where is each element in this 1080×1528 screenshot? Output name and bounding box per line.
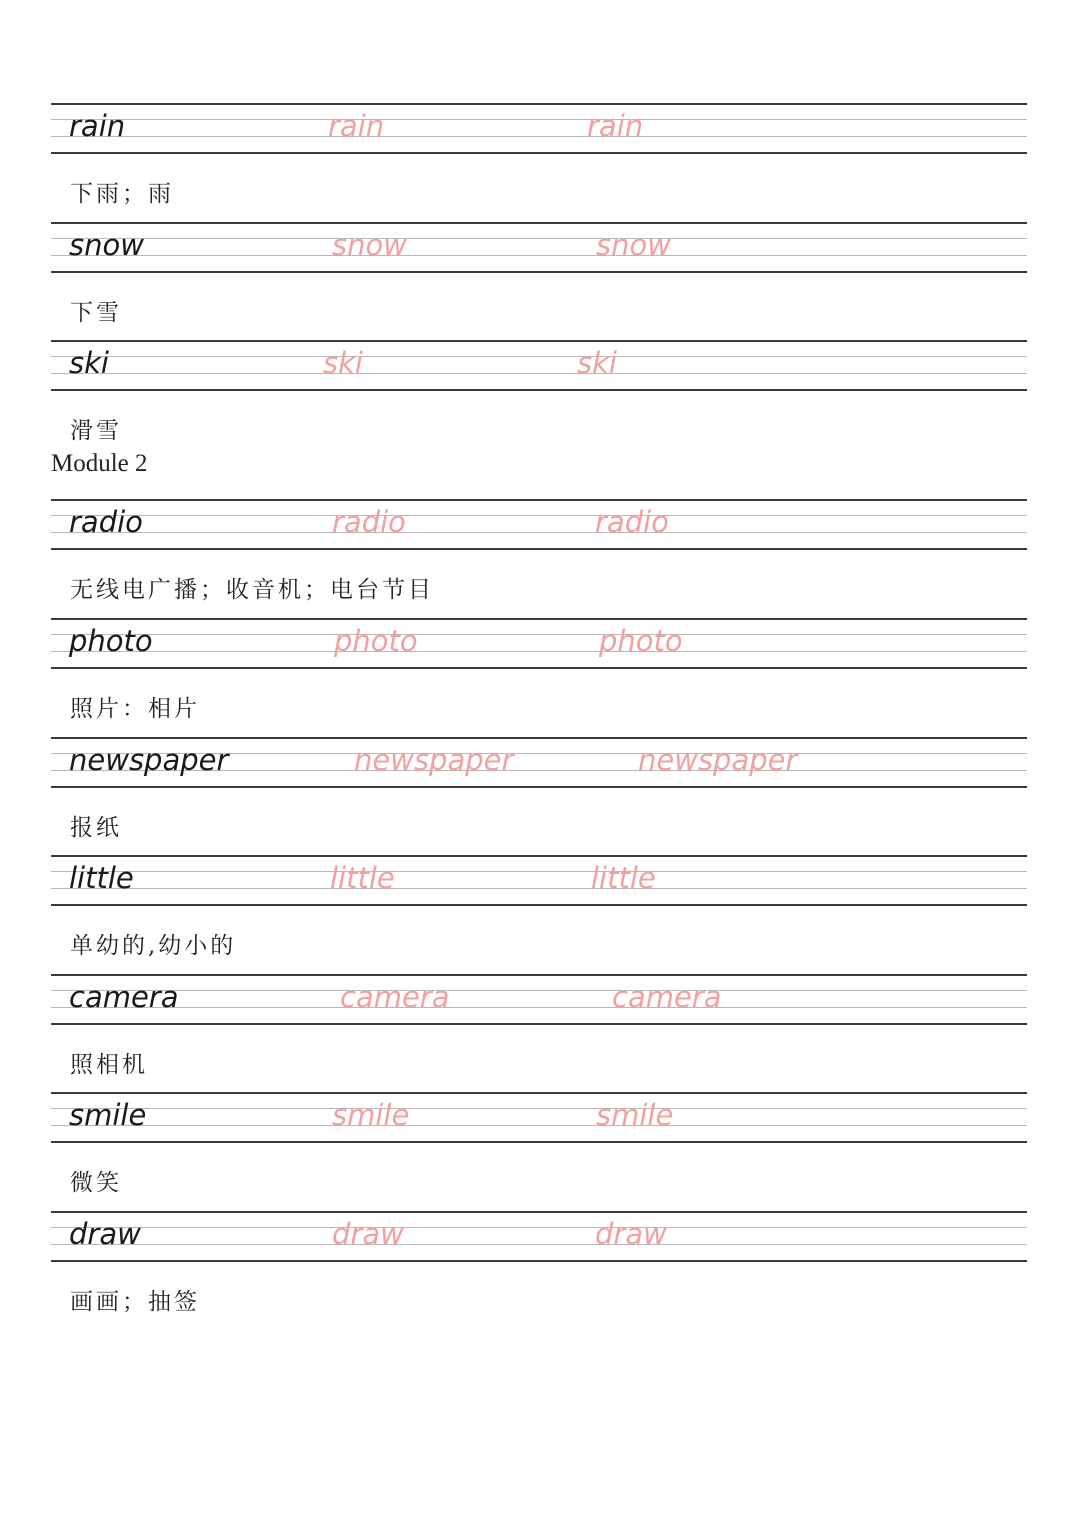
top-rule xyxy=(51,103,1027,105)
chinese-meaning: 无线电广播；收音机；电台节目 xyxy=(70,577,434,603)
guide-line xyxy=(51,888,1027,889)
trace-word: radio xyxy=(595,505,669,539)
top-rule xyxy=(51,499,1027,501)
trace-word: newspaper xyxy=(354,743,514,777)
chinese-meaning: 下雨；雨 xyxy=(70,181,174,207)
vocab-word: snow xyxy=(69,228,144,262)
guide-line xyxy=(51,373,1027,374)
vocab-entry xyxy=(0,618,1080,736)
bottom-rule xyxy=(51,1260,1027,1262)
vocab-word: newspaper xyxy=(69,743,229,777)
vocab-word: rain xyxy=(69,109,126,143)
vocab-entry xyxy=(0,855,1080,973)
guide-line xyxy=(51,871,1027,872)
top-rule xyxy=(51,618,1027,620)
guide-line xyxy=(51,136,1027,137)
bottom-rule xyxy=(51,786,1027,788)
top-rule xyxy=(51,737,1027,739)
vocab-word: radio xyxy=(69,505,143,539)
vocab-entry xyxy=(0,737,1080,855)
vocab-word: ski xyxy=(69,346,109,380)
top-rule xyxy=(51,1211,1027,1213)
vocab-entry xyxy=(0,103,1080,221)
vocab-entry xyxy=(0,974,1080,1092)
top-rule xyxy=(51,974,1027,976)
vocab-word: camera xyxy=(69,980,179,1014)
chinese-meaning: 单幼的,幼小的 xyxy=(70,933,237,959)
guide-line xyxy=(51,651,1027,652)
vocab-entry xyxy=(0,1211,1080,1329)
vocab-word: draw xyxy=(69,1217,141,1251)
bottom-rule xyxy=(51,1141,1027,1143)
vocab-word: smile xyxy=(69,1098,147,1132)
top-rule xyxy=(51,855,1027,857)
writing-band xyxy=(51,855,1027,906)
guide-line xyxy=(51,119,1027,120)
chinese-meaning: 下雪 xyxy=(70,300,122,326)
bottom-rule xyxy=(51,152,1027,154)
chinese-meaning: 滑雪 xyxy=(70,418,122,444)
trace-word: smile xyxy=(332,1098,410,1132)
guide-line xyxy=(51,990,1027,991)
writing-band xyxy=(51,340,1027,391)
vocab-entry xyxy=(0,222,1080,340)
trace-word: photo xyxy=(334,624,418,658)
writing-band xyxy=(51,499,1027,550)
module-heading: Module 2 xyxy=(51,450,148,477)
bottom-rule xyxy=(51,548,1027,550)
trace-word: photo xyxy=(599,624,683,658)
bottom-rule xyxy=(51,1023,1027,1025)
writing-band xyxy=(51,222,1027,273)
guide-line xyxy=(51,1007,1027,1008)
guide-line xyxy=(51,634,1027,635)
writing-band xyxy=(51,618,1027,669)
guide-line xyxy=(51,356,1027,357)
trace-word: rain xyxy=(328,109,385,143)
guide-line xyxy=(51,532,1027,533)
trace-word: snow xyxy=(596,228,671,262)
trace-word: draw xyxy=(332,1217,404,1251)
chinese-meaning: 报纸 xyxy=(70,815,122,841)
guide-line xyxy=(51,1125,1027,1126)
chinese-meaning: 照相机 xyxy=(70,1052,148,1078)
writing-band xyxy=(51,1211,1027,1262)
trace-word: smile xyxy=(596,1098,674,1132)
guide-line xyxy=(51,255,1027,256)
bottom-rule xyxy=(51,389,1027,391)
bottom-rule xyxy=(51,667,1027,669)
guide-line xyxy=(51,1108,1027,1109)
writing-band xyxy=(51,103,1027,154)
bottom-rule xyxy=(51,904,1027,906)
trace-word: little xyxy=(591,861,656,895)
trace-word: draw xyxy=(595,1217,667,1251)
chinese-meaning: 照片：相片 xyxy=(70,696,200,722)
trace-word: camera xyxy=(612,980,722,1014)
vocab-entry xyxy=(0,1092,1080,1210)
guide-line xyxy=(51,1244,1027,1245)
vocab-entry xyxy=(0,340,1080,458)
trace-word: rain xyxy=(587,109,644,143)
writing-band xyxy=(51,974,1027,1025)
vocab-word: little xyxy=(69,861,134,895)
trace-word: ski xyxy=(323,346,363,380)
top-rule xyxy=(51,340,1027,342)
trace-word: camera xyxy=(340,980,450,1014)
guide-line xyxy=(51,515,1027,516)
trace-word: ski xyxy=(577,346,617,380)
trace-word: newspaper xyxy=(638,743,798,777)
bottom-rule xyxy=(51,271,1027,273)
trace-word: little xyxy=(330,861,395,895)
top-rule xyxy=(51,222,1027,224)
chinese-meaning: 微笑 xyxy=(70,1170,122,1196)
trace-word: snow xyxy=(332,228,407,262)
top-rule xyxy=(51,1092,1027,1094)
trace-word: radio xyxy=(332,505,406,539)
vocab-word: photo xyxy=(69,624,153,658)
writing-band xyxy=(51,1092,1027,1143)
vocab-entry xyxy=(0,499,1080,617)
guide-line xyxy=(51,1227,1027,1228)
chinese-meaning: 画画；抽签 xyxy=(70,1289,200,1315)
writing-band xyxy=(51,737,1027,788)
guide-line xyxy=(51,238,1027,239)
